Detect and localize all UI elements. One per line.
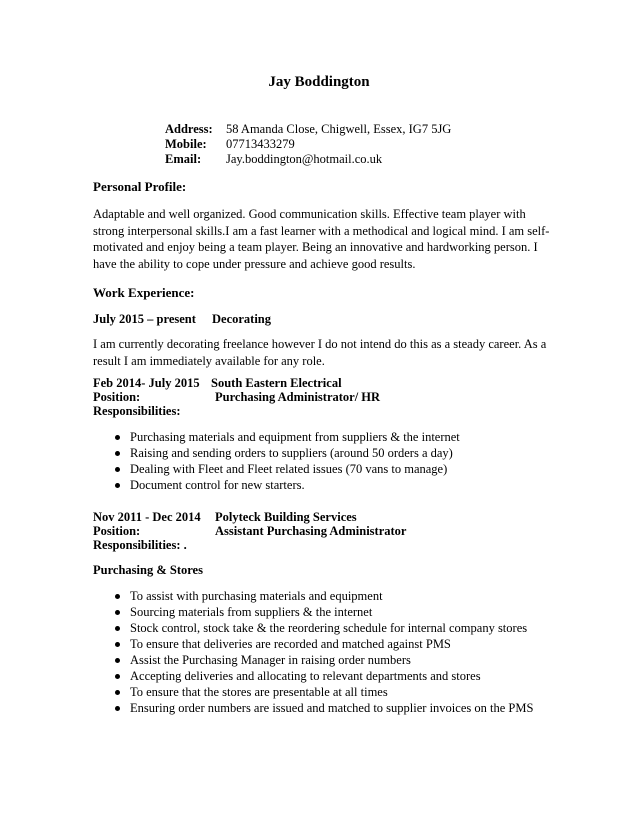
job2-company: South Eastern Electrical (211, 376, 342, 390)
job3-position: Assistant Purchasing Administrator (215, 524, 407, 538)
candidate-name: Jay Boddington (268, 74, 370, 90)
job3-dates: Nov 2011 - Dec 2014 (93, 510, 201, 524)
list-item: Raising and sending orders to suppliers (around 50 orders a day) (93, 445, 460, 461)
list-item: To ensure that the stores are presentable at all times (93, 684, 533, 700)
email-label: Email: (165, 152, 202, 166)
list-item: Assist the Purchasing Manager in raising order numbers (93, 652, 533, 668)
address-label: Address: (165, 122, 213, 136)
profile-text: Adaptable and well organized. Good communication skills. Effective team player with strong interpersonal skills.I am a fast learner with a methodical and logical mind. I am self-motivated and enjoy being a team player. Being an innovative and hardworking person. I have the ability to cope under pressure and achieve good results. (93, 207, 550, 271)
address-value: 58 Amanda Close, Chigwell, Essex, IG7 5JG (226, 122, 452, 136)
list-item: Dealing with Fleet and Fleet related issues (70 vans to manage) (93, 461, 460, 477)
job3-company: Polyteck Building Services (215, 510, 357, 524)
list-item: Document control for new starters. (93, 477, 460, 493)
job2-position: Purchasing Administrator/ HR (215, 390, 381, 404)
job2-dates: Feb 2014- July 2015 (93, 376, 200, 390)
profile-heading: Personal Profile: (93, 179, 187, 194)
job2-responsibilities-label: Responsibilities: (93, 404, 181, 418)
job3-position-label: Position: (93, 524, 141, 538)
list-item: To ensure that deliveries are recorded and matched against PMS (93, 636, 533, 652)
list-item: Ensuring order numbers are issued and matched to supplier invoices on the PMS (93, 700, 533, 716)
work-experience-heading: Work Experience: (93, 285, 195, 300)
mobile-label: Mobile: (165, 137, 207, 151)
job3-responsibilities-label: Responsibilities: . (93, 538, 187, 552)
list-item: Purchasing materials and equipment from suppliers & the internet (93, 429, 460, 445)
list-item: Accepting deliveries and allocating to relevant departments and stores (93, 668, 533, 684)
job2-position-label: Position: (93, 390, 141, 404)
list-item: Stock control, stock take & the reordering schedule for internal company stores (93, 620, 533, 636)
job1-title: Decorating (212, 312, 272, 326)
job1-description: I am currently decorating freelance however I do not intend do this as a steady career. As a result I am immediately available for any role. (93, 337, 547, 368)
purchasing-stores-subheading: Purchasing & Stores (93, 563, 203, 577)
mobile-value: 07713433279 (226, 137, 295, 151)
job2-responsibilities-list (93, 429, 460, 493)
email-value: Jay.boddington@hotmail.co.uk (226, 152, 383, 166)
list-item: Sourcing materials from suppliers & the internet (93, 604, 533, 620)
job1-dates: July 2015 – present (93, 312, 196, 326)
list-item: To assist with purchasing materials and equipment (93, 588, 533, 604)
job3-responsibilities-list (93, 588, 533, 716)
